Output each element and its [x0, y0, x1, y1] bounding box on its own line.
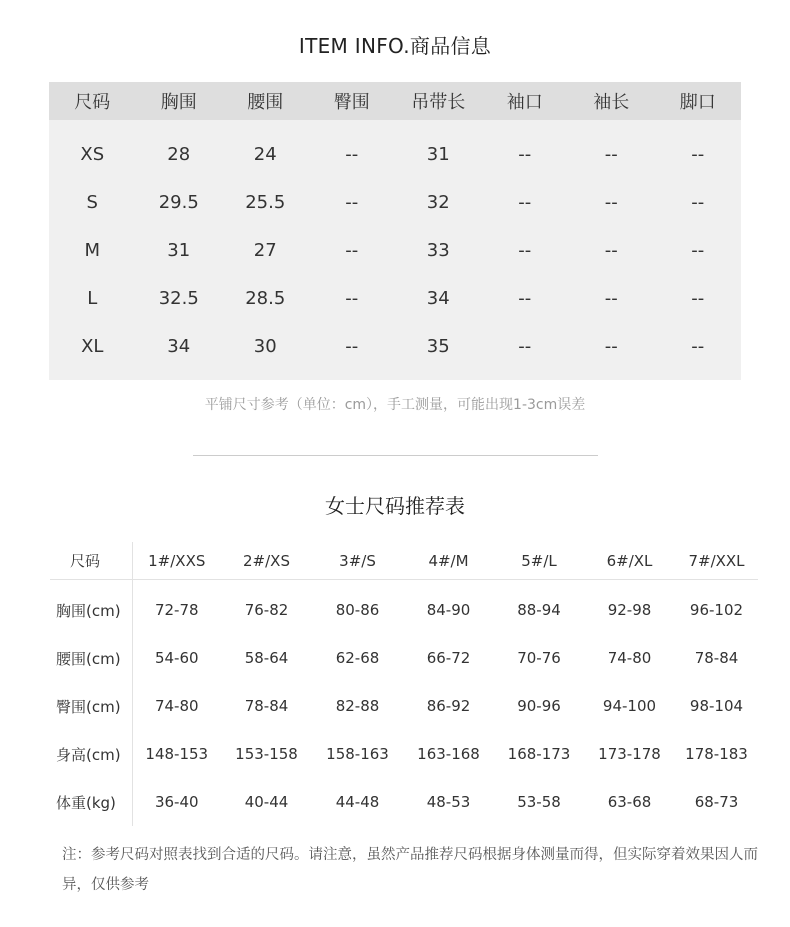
table-cell: 148-153: [145, 745, 209, 763]
table-cell: 88-94: [517, 601, 561, 619]
row-label: 胸围(cm): [50, 580, 132, 635]
table-cell: 31: [426, 143, 450, 165]
table-cell: 63-68: [607, 793, 652, 811]
table-cell: 74-80: [607, 649, 652, 667]
table-cell: --: [345, 143, 359, 165]
table-cell: 24: [253, 143, 277, 165]
recommend-table-header: [50, 542, 758, 580]
table-row: [50, 580, 758, 635]
header-size-7: 7#/XXL: [675, 542, 758, 580]
table-cell: --: [604, 143, 618, 165]
recommend-note: 注：参考尺码对照表找到合适的尺码。请注意，虽然产品推荐尺码根据身体测量而得，但实际穿着效果因人而异，仅供参考: [62, 847, 758, 893]
table-cell: 34: [426, 287, 450, 309]
row-label: 身高(cm): [50, 730, 132, 778]
table-cell: --: [345, 239, 359, 261]
table-cell: 36-40: [154, 793, 199, 811]
table-cell: S: [86, 191, 98, 213]
size-table-header: [49, 82, 741, 120]
table-cell: 86-92: [426, 697, 471, 715]
table-cell: 68-73: [694, 793, 739, 811]
header-size-5: 5#/L: [494, 542, 584, 580]
table-cell: 44-48: [335, 793, 380, 811]
table-cell: --: [691, 191, 705, 213]
table-cell: 178-183: [685, 745, 748, 763]
table-cell: 54-60: [154, 649, 199, 667]
header-size-6: 6#/XL: [584, 542, 675, 580]
table-cell: 32.5: [158, 287, 199, 309]
header-waist: 腰围: [247, 92, 284, 113]
table-row: [50, 778, 758, 826]
table-cell: 84-90: [426, 601, 471, 619]
table-cell: 53-58: [517, 793, 561, 811]
table-cell: 62-68: [335, 649, 380, 667]
table-cell: 66-72: [426, 649, 471, 667]
table-cell: 168-173: [507, 745, 571, 763]
table-cell: XS: [80, 143, 105, 165]
header-size-1: 1#/XXS: [132, 542, 221, 580]
section-divider: [193, 455, 598, 456]
table-cell: --: [604, 239, 618, 261]
table-cell: 40-44: [244, 793, 289, 811]
table-cell: --: [604, 287, 618, 309]
row-label: 臀围(cm): [50, 682, 132, 730]
table-cell: 48-53: [426, 793, 471, 811]
header-cuff: 袖口: [506, 92, 543, 113]
table-cell: 163-168: [417, 745, 480, 763]
table-cell: 158-163: [326, 745, 389, 763]
table-cell: 98-104: [689, 697, 744, 715]
table-cell: 70-76: [517, 649, 561, 667]
table-cell: --: [518, 335, 532, 357]
table-cell: L: [87, 287, 98, 309]
header-strap-length: 吊带长: [411, 92, 466, 113]
size-recommend-table: [50, 542, 758, 826]
table-cell: --: [345, 335, 359, 357]
table-cell: --: [691, 287, 705, 309]
table-row: [49, 322, 741, 380]
table-cell: XL: [81, 335, 104, 357]
table-cell: M: [84, 239, 101, 261]
item-info-title: ITEM INFO.商品信息: [298, 34, 492, 58]
header-sleeve-length: 袖长: [593, 92, 630, 113]
table-row: [49, 226, 741, 274]
table-row: [49, 274, 741, 322]
table-cell: --: [691, 335, 705, 357]
table-cell: 96-102: [689, 601, 744, 619]
table-cell: 28: [167, 143, 191, 165]
table-cell: 29.5: [158, 191, 199, 213]
table-row: [50, 682, 758, 730]
table-cell: --: [691, 143, 705, 165]
table-cell: --: [691, 239, 705, 261]
table-cell: 31: [167, 239, 191, 261]
table-cell: --: [518, 143, 532, 165]
table-cell: 92-98: [607, 601, 652, 619]
table-cell: 74-80: [154, 697, 199, 715]
table-row: [49, 178, 741, 226]
table-cell: --: [604, 191, 618, 213]
row-label: 腰围(cm): [50, 634, 132, 682]
table-cell: 80-86: [335, 601, 380, 619]
table-cell: 76-82: [244, 601, 289, 619]
table-cell: --: [518, 191, 532, 213]
table-cell: --: [518, 239, 532, 261]
table-cell: --: [518, 287, 532, 309]
table-cell: 25.5: [245, 191, 286, 213]
table-cell: 82-88: [335, 697, 380, 715]
header-leg-opening: 脚口: [679, 92, 716, 113]
recommend-title: 女士尺码推荐表: [325, 494, 465, 518]
table-cell: 94-100: [602, 697, 657, 715]
measurement-note: 平铺尺寸参考（单位：cm），手工测量，可能出现1-3cm误差: [204, 397, 586, 413]
table-cell: 32: [426, 191, 450, 213]
header-size-4: 4#/M: [403, 542, 494, 580]
header-chest: 胸围: [160, 92, 197, 113]
size-table: [49, 82, 741, 380]
table-cell: 72-78: [154, 601, 199, 619]
table-cell: --: [345, 287, 359, 309]
table-cell: 90-96: [517, 697, 561, 715]
table-cell: 34: [167, 335, 191, 357]
table-cell: --: [604, 335, 618, 357]
header-size-3: 3#/S: [312, 542, 403, 580]
header-size: 尺码: [50, 542, 132, 580]
table-cell: 153-158: [235, 745, 298, 763]
table-cell: 58-64: [244, 649, 289, 667]
table-cell: 35: [426, 335, 450, 357]
table-cell: 173-178: [598, 745, 661, 763]
table-row: [50, 634, 758, 682]
row-label: 体重(kg): [50, 778, 132, 826]
table-cell: 78-84: [244, 697, 289, 715]
table-cell: --: [345, 191, 359, 213]
table-cell: 28.5: [245, 287, 286, 309]
table-cell: 27: [253, 239, 277, 261]
table-row: [50, 730, 758, 778]
header-hip: 臀围: [333, 92, 370, 113]
table-cell: 30: [253, 335, 277, 357]
header-size: 尺码: [74, 92, 111, 113]
table-cell: 78-84: [694, 649, 739, 667]
table-row: [49, 120, 741, 178]
header-size-2: 2#/XS: [221, 542, 312, 580]
table-cell: 33: [426, 239, 450, 261]
